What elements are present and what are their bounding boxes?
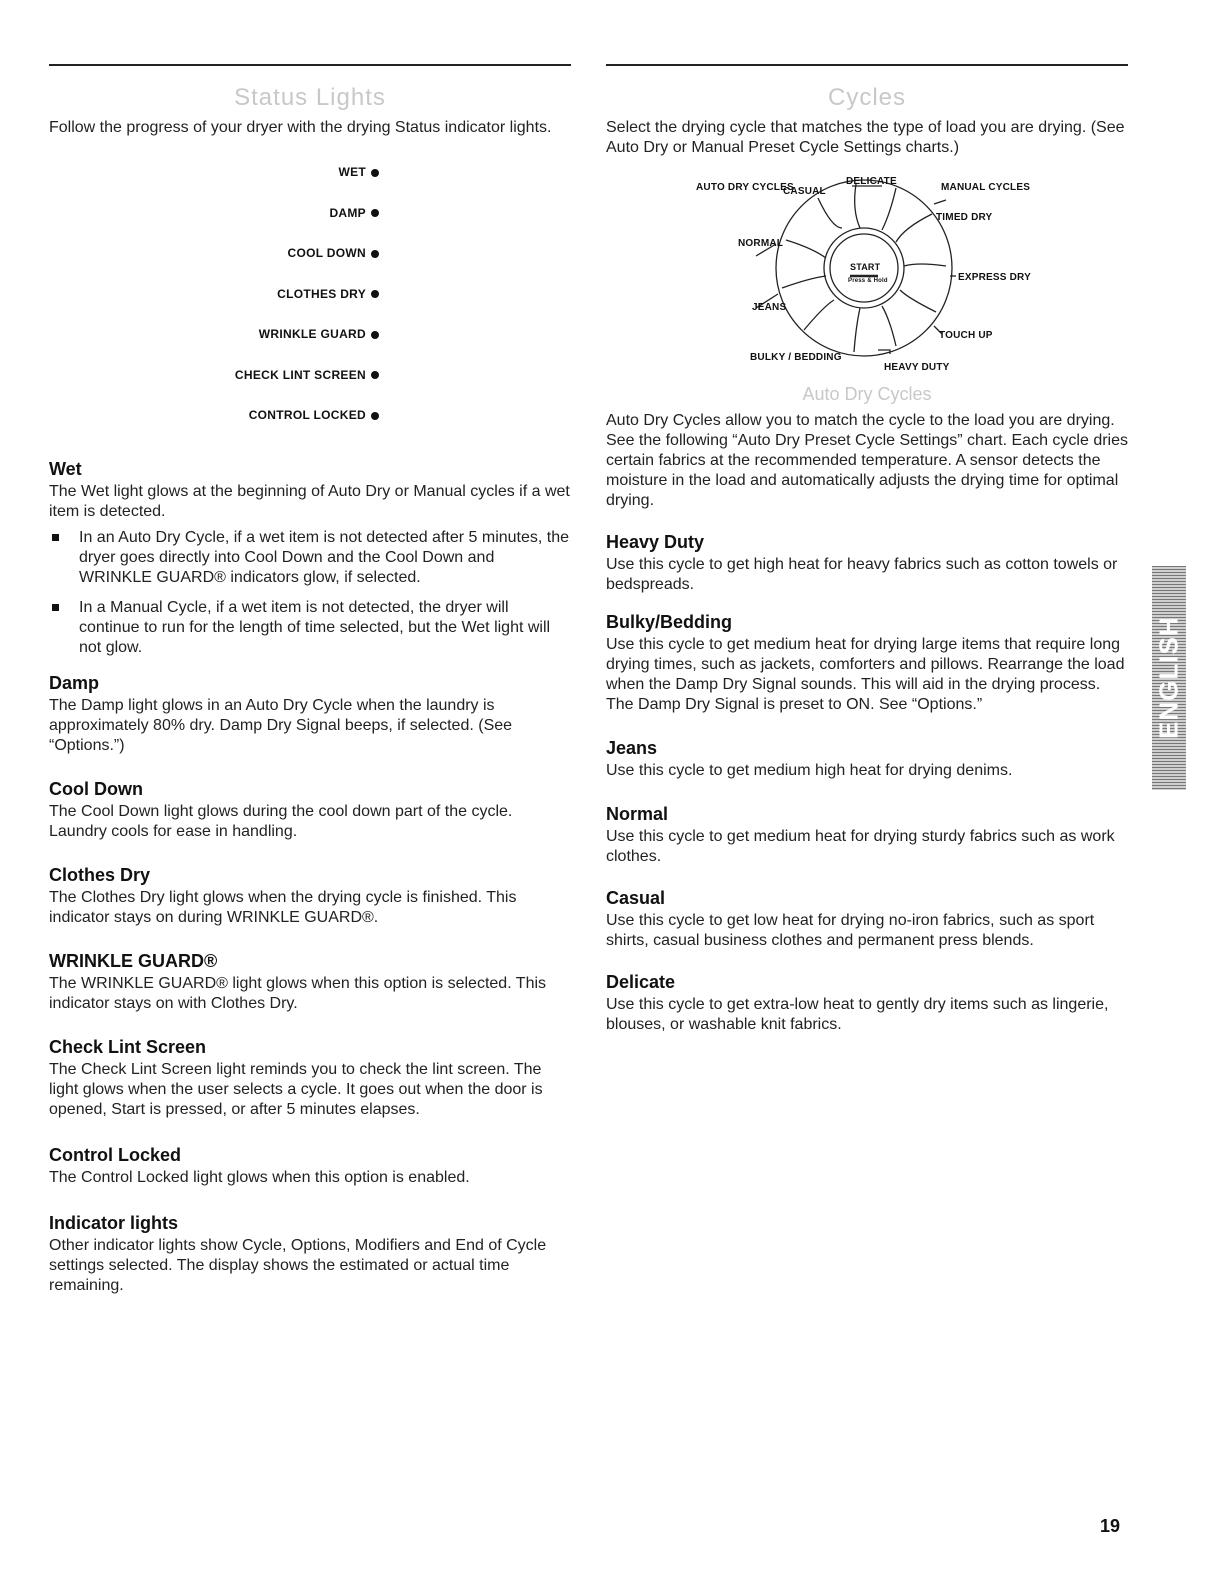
section-text: The Damp light glows in an Auto Dry Cycle when the laundry is approximately 80% dry. Damp Dry Signal beeps, if selected. (See “Options.”) <box>49 696 513 754</box>
section-text: The Check Lint Screen light reminds you to check the lint screen. The light glows when the user selects a cycle. It goes out when the door is opened, Start is pressed, or after 5 minutes elapses. <box>49 1060 543 1118</box>
status-indicator-list <box>49 152 379 436</box>
section-text: The Cool Down light glows during the cool down part of the cycle. Laundry cools for ease in handling. <box>49 802 513 840</box>
top-rule <box>606 64 1128 66</box>
section-text: Use this cycle to get medium heat for drying large items that require long drying times, such as jackets, comforters and pillows. Rearrange the load when the Damp Dry Signal sounds. This will aid in the drying process. The Damp Dry Signal is preset to ON. See “Options.” <box>606 636 1125 713</box>
indicator-clothes-dry: CLOTHES DRY <box>49 274 379 315</box>
section-heading: Casual <box>606 888 666 908</box>
dial-label-delicate: DELICATE <box>846 176 897 187</box>
section-text: Use this cycle to get low heat for drying no-iron fabrics, such as sport shirts, casual business clothes and permanent press blends. <box>606 912 1095 949</box>
dial-label-jeans: JEANS <box>752 302 787 313</box>
status-lights-column <box>49 64 571 1296</box>
language-side-tab: ENGLISH <box>1152 566 1186 790</box>
status-lights-intro: Follow the progress of your dryer with the drying Status indicator lights. <box>49 119 552 136</box>
section-heading: Check Lint Screen <box>49 1036 207 1057</box>
press-hold-label: Press & Hold <box>848 278 888 284</box>
dial-label-auto-dry-cycles: AUTO DRY CYCLES <box>696 182 794 193</box>
dial-label-timed-dry: TIMED DRY <box>936 212 993 223</box>
indicator-dot-icon <box>371 412 379 420</box>
section-text: Use this cycle to get medium high heat for drying denims. <box>606 762 1013 779</box>
dial-label-bulky-bedding: BULKY / BEDDING <box>750 352 842 363</box>
section-text: The Clothes Dry light glows when the drying cycle is finished. This indicator stays on during WRINKLE GUARD®. <box>49 888 517 926</box>
indicator-dot-icon <box>371 331 379 339</box>
dial-label-heavy-duty: HEAVY DUTY <box>884 362 950 373</box>
status-lights-title: Status Lights <box>234 84 386 111</box>
indicator-wrinkle-guard: WRINKLE GUARD <box>49 314 379 355</box>
section-text: The WRINKLE GUARD® light glows when this option is selected. This indicator stays on with Clothes Dry. <box>49 974 547 1012</box>
cycles-title: Cycles <box>827 84 906 111</box>
indicator-dot-icon <box>371 209 379 217</box>
indicator-dot-icon <box>371 250 379 258</box>
section-heading: Heavy Duty <box>606 532 705 552</box>
section-heading: Control Locked <box>49 1144 182 1165</box>
indicator-dot-icon <box>371 290 379 298</box>
auto-dry-intro: Auto Dry Cycles allow you to match the cycle to the load you are drying. See the following “Auto Dry Preset Cycle Settings” chart. Each cycle dries certain fabrics at the recommended temperature. A sensor detects the moisture in the load and automatically adjusts the drying time for optimal drying. <box>606 412 1128 509</box>
section-heading: Cool Down <box>49 778 143 799</box>
page-number: 19 <box>1100 1516 1121 1536</box>
section-heading: Clothes Dry <box>49 864 151 885</box>
indicator-dot-icon <box>371 169 379 177</box>
indicator-cool-down: COOL DOWN <box>49 233 379 274</box>
indicator-dot-icon <box>371 371 379 379</box>
cycle-dial-diagram <box>606 170 1128 378</box>
indicator-damp: DAMP <box>49 193 379 234</box>
section-text: Use this cycle to get high heat for heavy fabrics such as cotton towels or bedspreads. <box>606 556 1118 593</box>
section-heading: Damp <box>49 672 100 693</box>
section-text: The Wet light glows at the beginning of Auto Dry or Manual cycles if a wet item is detected. <box>49 482 570 520</box>
dial-label-touch-up: TOUCH UP <box>939 330 993 341</box>
section-heading: Indicator lights <box>49 1212 179 1233</box>
cycles-column <box>606 64 1128 1035</box>
section-heading: Wet <box>49 458 82 479</box>
section-text: Other indicator lights show Cycle, Options, Modifiers and End of Cycle settings selected. The display shows the estimated or actual time remaining. <box>49 1236 547 1294</box>
section-heading: Delicate <box>606 972 676 992</box>
list-item: In an Auto Dry Cycle, if a wet item is not detected after 5 minutes, the dryer goes directly into Cool Down and the Cool Down and WRINKLE GUARD® indicators glow, if selected. <box>49 528 571 588</box>
section-heading: Bulky/Bedding <box>606 612 733 632</box>
section-heading: Jeans <box>606 738 658 758</box>
section-heading: WRINKLE GUARD® <box>49 950 218 971</box>
cycle-dial-drawing <box>606 170 1128 378</box>
section-text: Use this cycle to get extra-low heat to gently dry items such as lingerie, blouses, or washable knit fabrics. <box>606 996 1109 1033</box>
section-text: The Control Locked light glows when this option is enabled. <box>49 1168 470 1186</box>
list-item: In a Manual Cycle, if a wet item is not detected, the dryer will continue to run for the length of time selected, but the Wet light will not glow. <box>49 598 571 658</box>
dial-label-manual-cycles: MANUAL CYCLES <box>941 182 1031 193</box>
top-rule <box>49 64 571 66</box>
section-heading: Normal <box>606 804 669 824</box>
cycles-intro: Select the drying cycle that matches the type of load you are drying. (See Auto Dry or Manual Preset Cycle Settings charts.) <box>606 119 1125 156</box>
dial-label-casual: CASUAL <box>783 186 826 197</box>
indicator-check-lint-screen: CHECK LINT SCREEN <box>49 355 379 396</box>
section-text: Use this cycle to get medium heat for drying sturdy fabrics such as work clothes. <box>606 828 1115 865</box>
dial-label-normal: NORMAL <box>738 238 784 249</box>
indicator-control-locked: CONTROL LOCKED <box>49 395 379 436</box>
auto-dry-cycles-title: Auto Dry Cycles <box>802 384 932 404</box>
start-button[interactable]: START <box>850 262 881 272</box>
indicator-wet: WET <box>49 152 379 193</box>
wet-bullet-list <box>49 528 571 658</box>
dial-label-express-dry: EXPRESS DRY <box>958 272 1031 283</box>
